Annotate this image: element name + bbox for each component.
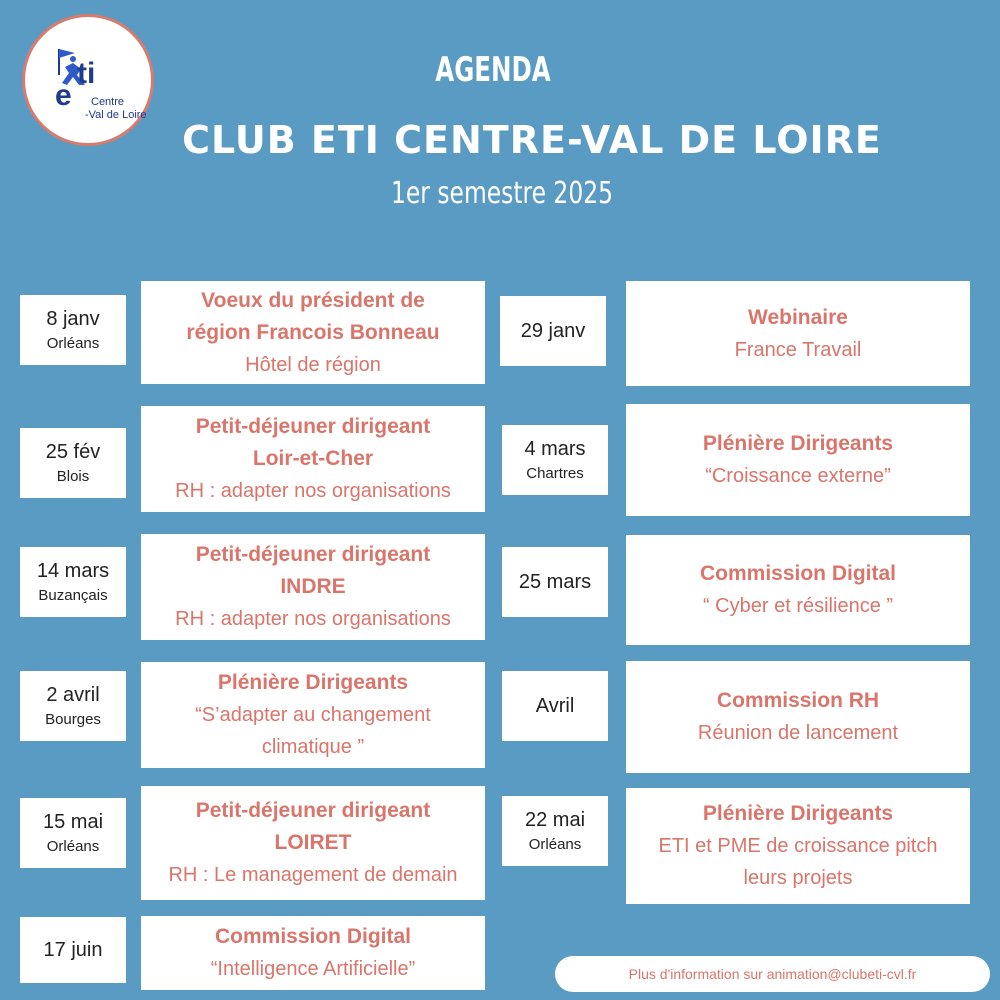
event-city: Chartres: [526, 464, 584, 482]
event-date: 17 juin: [43, 938, 103, 961]
event-date-box: [20, 917, 126, 983]
event-city: Bourges: [45, 710, 101, 728]
event-date: 8 janv: [46, 307, 100, 330]
event-subtitle: “Intelligence Artificielle”: [210, 958, 416, 980]
event-date-box: [20, 547, 126, 617]
event-title: Plénière Dirigeants: [702, 802, 894, 825]
event-title: Commission Digital: [214, 925, 412, 948]
event-date: 4 mars: [524, 437, 586, 460]
event-date: Avril: [535, 694, 575, 717]
event-date: 25 fév: [45, 440, 101, 463]
event-city: Orléans: [46, 334, 100, 352]
event-date-box: [500, 296, 606, 366]
event-subtitle: leurs projets: [743, 867, 853, 889]
event-title: Commission Digital: [699, 562, 897, 585]
event-card: [626, 661, 970, 773]
event-date-box: [502, 671, 608, 741]
event-date-box: [20, 428, 126, 498]
event-subtitle: climatique ”: [261, 736, 365, 758]
event-date-box: [502, 425, 608, 495]
event-date: 22 mai: [524, 808, 586, 831]
event-card: [626, 788, 970, 904]
event-subtitle: RH : adapter nos organisations: [175, 608, 451, 630]
logo-letter-e: e: [55, 79, 72, 112]
event-city: Buzançais: [38, 586, 108, 604]
event-card: [141, 281, 485, 384]
logo-text-centre: Centre: [91, 96, 125, 108]
event-date: 14 mars: [36, 559, 110, 582]
event-date: 25 mars: [518, 570, 592, 593]
logo-text-val-de-loire: -Val de Loire: [85, 109, 147, 121]
contact-info-pill[interactable]: Plus d'information sur animation@clubeti-cvl.fr: [555, 956, 990, 992]
event-title: Petit-déjeuner dirigeant: [195, 543, 431, 566]
semester-heading: 1er semestre 2025: [391, 176, 613, 211]
event-title: Petit-déjeuner dirigeant: [195, 799, 431, 822]
event-date: 15 mai: [42, 810, 104, 833]
event-title: Plénière Dirigeants: [702, 432, 894, 455]
event-card: [141, 916, 485, 990]
event-date-box: [20, 671, 126, 741]
event-title: Petit-déjeuner dirigeant: [195, 415, 431, 438]
event-subtitle: Hôtel de région: [245, 353, 381, 376]
event-date-box: [20, 798, 126, 868]
event-date-box: [20, 295, 126, 365]
club-heading: CLUB ETI CENTRE-VAL DE LOIRE: [182, 118, 882, 162]
event-card: [626, 404, 970, 516]
event-date-box: [502, 547, 608, 617]
event-card: [141, 786, 485, 900]
event-card: [626, 281, 970, 386]
event-subtitle: RH : Le management de demain: [168, 864, 458, 886]
event-subtitle: France Travail: [734, 338, 862, 361]
event-subtitle: RH : adapter nos organisations: [175, 480, 451, 502]
event-title: Webinaire: [748, 305, 848, 329]
event-date: 29 janv: [520, 319, 586, 342]
event-title: Plénière Dirigeants: [217, 671, 409, 694]
event-subtitle: “S’adapter au changement: [195, 704, 431, 726]
event-date-box: [502, 796, 608, 866]
event-card: [141, 534, 485, 640]
event-title-underlined: LOIRET: [274, 831, 352, 854]
event-subtitle: “ Cyber et résilience ”: [702, 595, 894, 617]
event-card: [626, 535, 970, 645]
logo-letters-ti: ti: [77, 57, 96, 90]
event-subtitle: “Croissance externe”: [705, 465, 891, 487]
event-subtitle: Réunion de lancement: [697, 722, 899, 744]
event-city: Orléans: [528, 835, 582, 853]
event-title: Voeux du président de: [201, 288, 425, 312]
event-date: 2 avril: [46, 683, 100, 706]
event-card: [141, 662, 485, 768]
agenda-heading: AGENDA: [435, 50, 551, 90]
event-title-underlined: INDRE: [280, 575, 346, 598]
event-city: Blois: [56, 467, 90, 485]
event-subtitle: ETI et PME de croissance pitch: [658, 835, 938, 857]
event-title: Commission RH: [716, 689, 880, 712]
event-title-underlined: Loir-et-Cher: [252, 447, 374, 470]
event-title: région Francois Bonneau: [186, 320, 440, 344]
event-city: Orléans: [46, 837, 100, 855]
event-card: [141, 406, 485, 512]
